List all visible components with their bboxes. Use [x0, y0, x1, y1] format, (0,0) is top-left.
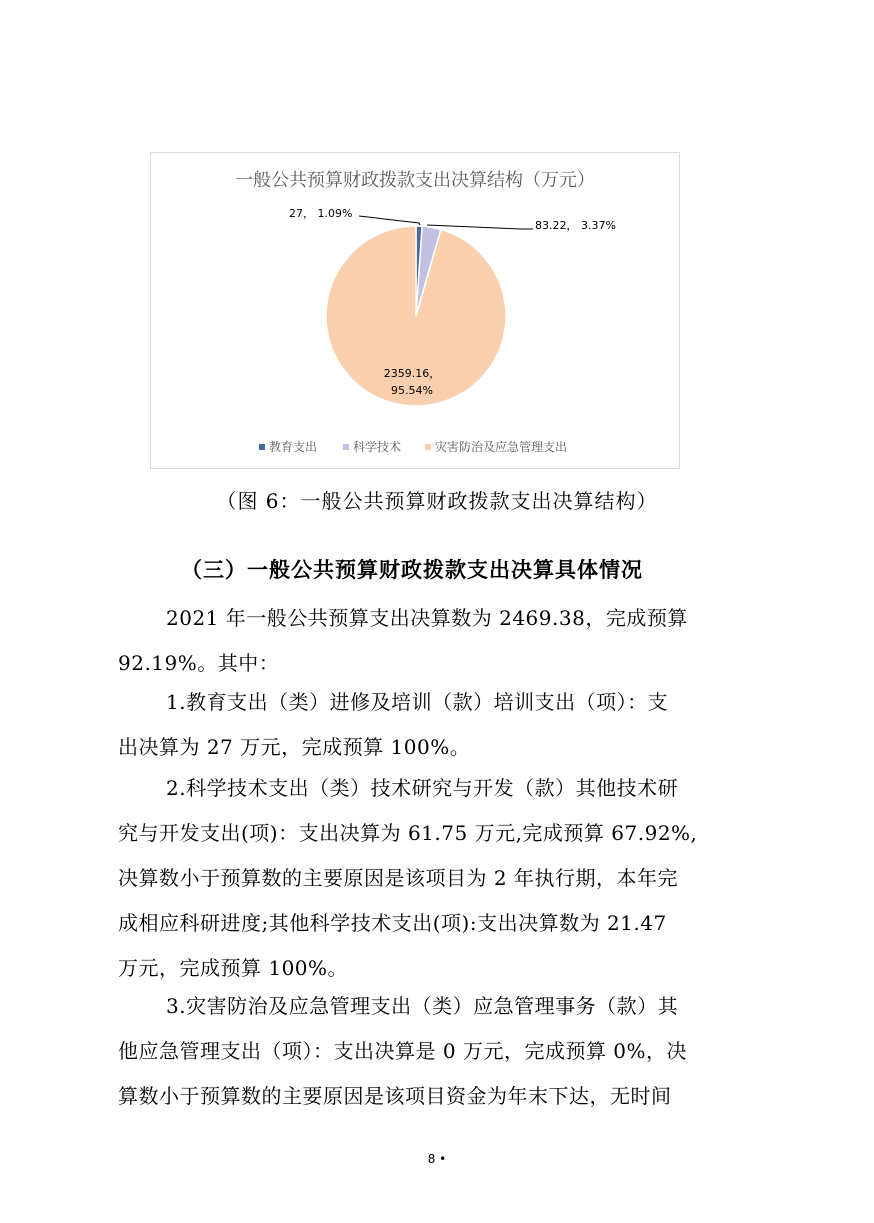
legend-label-disaster: 灾害防治及应急管理支出 [435, 440, 568, 454]
legend-swatch-science [343, 444, 349, 450]
paragraph-line: 92.19%。其中： [118, 651, 280, 675]
leader-line-education [359, 216, 420, 225]
figure-caption: （图 6：一般公共预算财政拨款支出决算结构） [216, 489, 658, 513]
legend-swatch-disaster [425, 444, 431, 450]
section-heading: （三）一般公共预算财政拨款支出决算具体情况 [181, 558, 643, 582]
paragraph-line: 2021 年一般公共预算支出决算数为 2469.38，完成预算 [166, 606, 688, 630]
legend-label-science: 科学技术 [353, 440, 402, 454]
paragraph-line: 3.灾害防治及应急管理支出（类）应急管理事务（款）其 [166, 994, 679, 1018]
paragraph-summary [118, 596, 758, 686]
data-label-science: 83.22， 3.37% [535, 219, 616, 232]
paragraph-science [118, 766, 758, 991]
paragraph-line: 出决算为 27 万元，完成预算 100%。 [118, 735, 471, 759]
data-label-disaster-value: 2359.16， [383, 367, 441, 380]
paragraph-line: 1.教育支出（类）进修及培训（款）培训支出（项）：支 [166, 690, 669, 714]
chart-title: 一般公共预算财政拨款支出决算结构（万元） [235, 170, 595, 191]
paragraph-line: 2.科学技术支出（类）技术研究与开发（款）其他技术研 [166, 776, 679, 800]
paragraph-line: 万元，完成预算 100%。 [118, 956, 349, 980]
paragraph-line: 决算数小于预算数的主要原因是该项目为 2 年执行期，本年完 [118, 866, 678, 890]
data-label-disaster-percent: 95.54% [391, 384, 433, 397]
pie-chart-svg [151, 153, 679, 468]
paragraph-line: 成相应科研进度;其他科学技术支出(项):支出决算数为 21.47 [118, 911, 667, 935]
pie-chart [150, 152, 680, 469]
paragraph-disaster [118, 984, 758, 1119]
chart-legend [259, 439, 567, 454]
legend-label-education: 教育支出 [269, 440, 318, 454]
data-label-education: 27， 1.09% [289, 207, 353, 220]
paragraph-line: 他应急管理支出（项）：支出决算是 0 万元，完成预算 0%，决 [118, 1039, 688, 1063]
page-number: 8 • [427, 1152, 447, 1166]
paragraph-line: 算数小于预算数的主要原因是该项目资金为年末下达，无时间 [118, 1084, 672, 1108]
leader-line-science [427, 225, 533, 229]
legend-swatch-education [259, 444, 265, 450]
paragraph-line: 究与开发支出(项)：支出决算为 61.75 万元,完成预算 67.92%, [118, 821, 698, 845]
paragraph-education [118, 680, 758, 770]
